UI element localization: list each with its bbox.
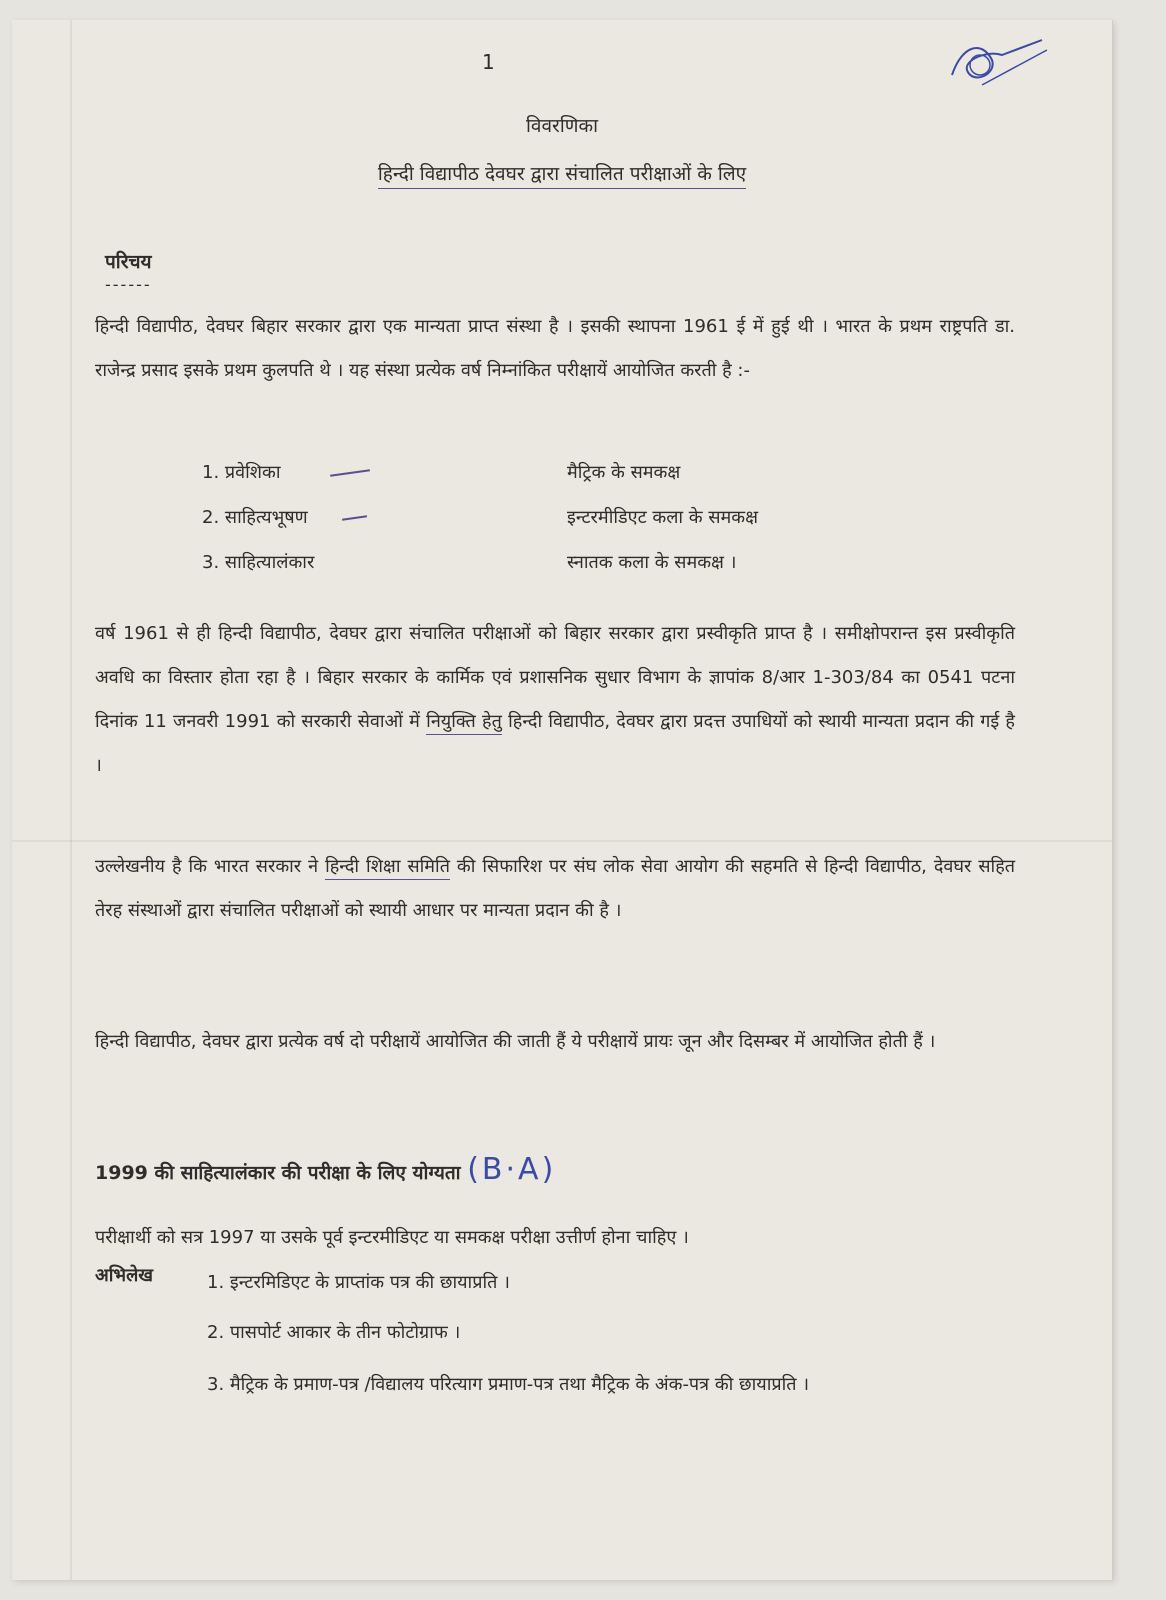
handwritten-signature: [942, 35, 1052, 95]
exam-schedule-paragraph: हिन्दी विद्यापीठ, देवघर द्वारा प्रत्येक वर्ष दो परीक्षायें आयोजित की जाती हैं ये परीक्षायें प्रायः जून और दिसम्बर में आयोजित होती हैं ।: [95, 1031, 936, 1052]
exam-name-3: 3. साहित्यालंकार: [202, 552, 315, 573]
upsc-text-end: की सिफारिश पर संघ लोक सेवा आयोग की सहमति से हिन्दी विद्यापीठ, देवघर सहित तेरह संस्थाओं द्वारा संचालित परीक्षाओं को स्थायी आधार पर मान्यता प्रदान की है ।: [95, 856, 1016, 921]
pen-tick-mark: [342, 515, 367, 520]
page-number: 1: [482, 50, 495, 74]
recognition-text-end: हिन्दी विद्यापीठ, देवघर द्वारा प्रदत्त उपाधियों को स्थायी मान्यता प्रदान की गई है ।: [95, 711, 1015, 776]
eligibility-heading-text: 1999 की साहित्यालंकार की परीक्षा के लिए योग्यता: [95, 1162, 461, 1184]
document-item-3: 3. मैट्रिक के प्रमाण-पत्र /विद्यालय परित्याग प्रमाण-पत्र तथा मैट्रिक के अंक-पत्र की छायाप्रति ।: [207, 1374, 810, 1395]
document-subtitle: [12, 160, 1112, 186]
upsc-underlined-text: हिन्दी शिक्षा समिति: [325, 856, 450, 880]
exam-equivalent-1: मैट्रिक के समकक्ष: [567, 462, 681, 483]
intro-heading-underline: ------: [105, 275, 152, 294]
eligibility-heading: [95, 1152, 556, 1187]
upsc-paragraph: [95, 845, 1015, 933]
intro-heading: परिचय: [105, 251, 152, 273]
exam-equivalent-2: इन्टरमीडिएट कला के समकक्ष: [567, 507, 759, 528]
documents-label: अभिलेख: [95, 1265, 153, 1286]
handwritten-ba-note: (B·A): [467, 1152, 557, 1187]
pen-tick-mark: [330, 469, 370, 476]
document-item-2: 2. पासपोर्ट आकार के तीन फोटोग्राफ ।: [207, 1322, 461, 1343]
recognition-underlined-text: नियुक्ति हेतु: [426, 711, 502, 735]
page-fold-horizontal: [12, 840, 1112, 842]
exam-name-2: 2. साहित्यभूषण: [202, 507, 308, 528]
document-page: [12, 20, 1113, 1580]
eligibility-requirement: परीक्षार्थी को सत्र 1997 या उसके पूर्व इन्टरमीडिएट या समकक्ष परीक्षा उत्तीर्ण होना चाहिए ।: [95, 1227, 689, 1248]
page-fold-vertical: [70, 20, 72, 1580]
exam-equivalent-3: स्नातक कला के समकक्ष ।: [567, 552, 737, 573]
exam-name-1: 1. प्रवेशिका: [202, 462, 281, 483]
document-title: विवरणिका: [526, 115, 598, 137]
recognition-text-start: वर्ष 1961 से ही हिन्दी विद्यापीठ, देवघर द्वारा संचालित परीक्षाओं को बिहार सरकार द्वारा प्रस्वीकृति प्राप्त है । समीक्षोपरान्त इस प्रस्वीकृति अवधि का विस्तार होता रहा है । बिहार सरकार के कार्मिक एवं प्रशासनिक सुधार विभाग के ज्ञापांक 8/आर 1-303/84 का 0541 पटना दिनांक 11 जनवरी 1991 को सरकारी सेवाओं में: [95, 623, 1015, 732]
intro-paragraph: हिन्दी विद्यापीठ, देवघर बिहार सरकार द्वारा एक मान्यता प्राप्त संस्था है । इसकी स्थापना 1961 ई में हुई थी । भारत के प्रथम राष्ट्रपति डा. राजेन्द्र प्रसाद इसके प्रथम कुलपति थे । यह संस्था प्रत्येक वर्ष निम्नांकित परीक्षायें आयोजित करती है :-: [95, 316, 1015, 381]
recognition-paragraph: [95, 612, 1015, 788]
document-item-1: 1. इन्टरमिडिएट के प्राप्तांक पत्र की छायाप्रति ।: [207, 1272, 510, 1293]
subtitle-text: हिन्दी विद्यापीठ देवघर द्वारा संचालित परीक्षाओं के लिए: [378, 163, 746, 189]
upsc-text-start: उल्लेखनीय है कि भारत सरकार ने: [95, 856, 326, 877]
